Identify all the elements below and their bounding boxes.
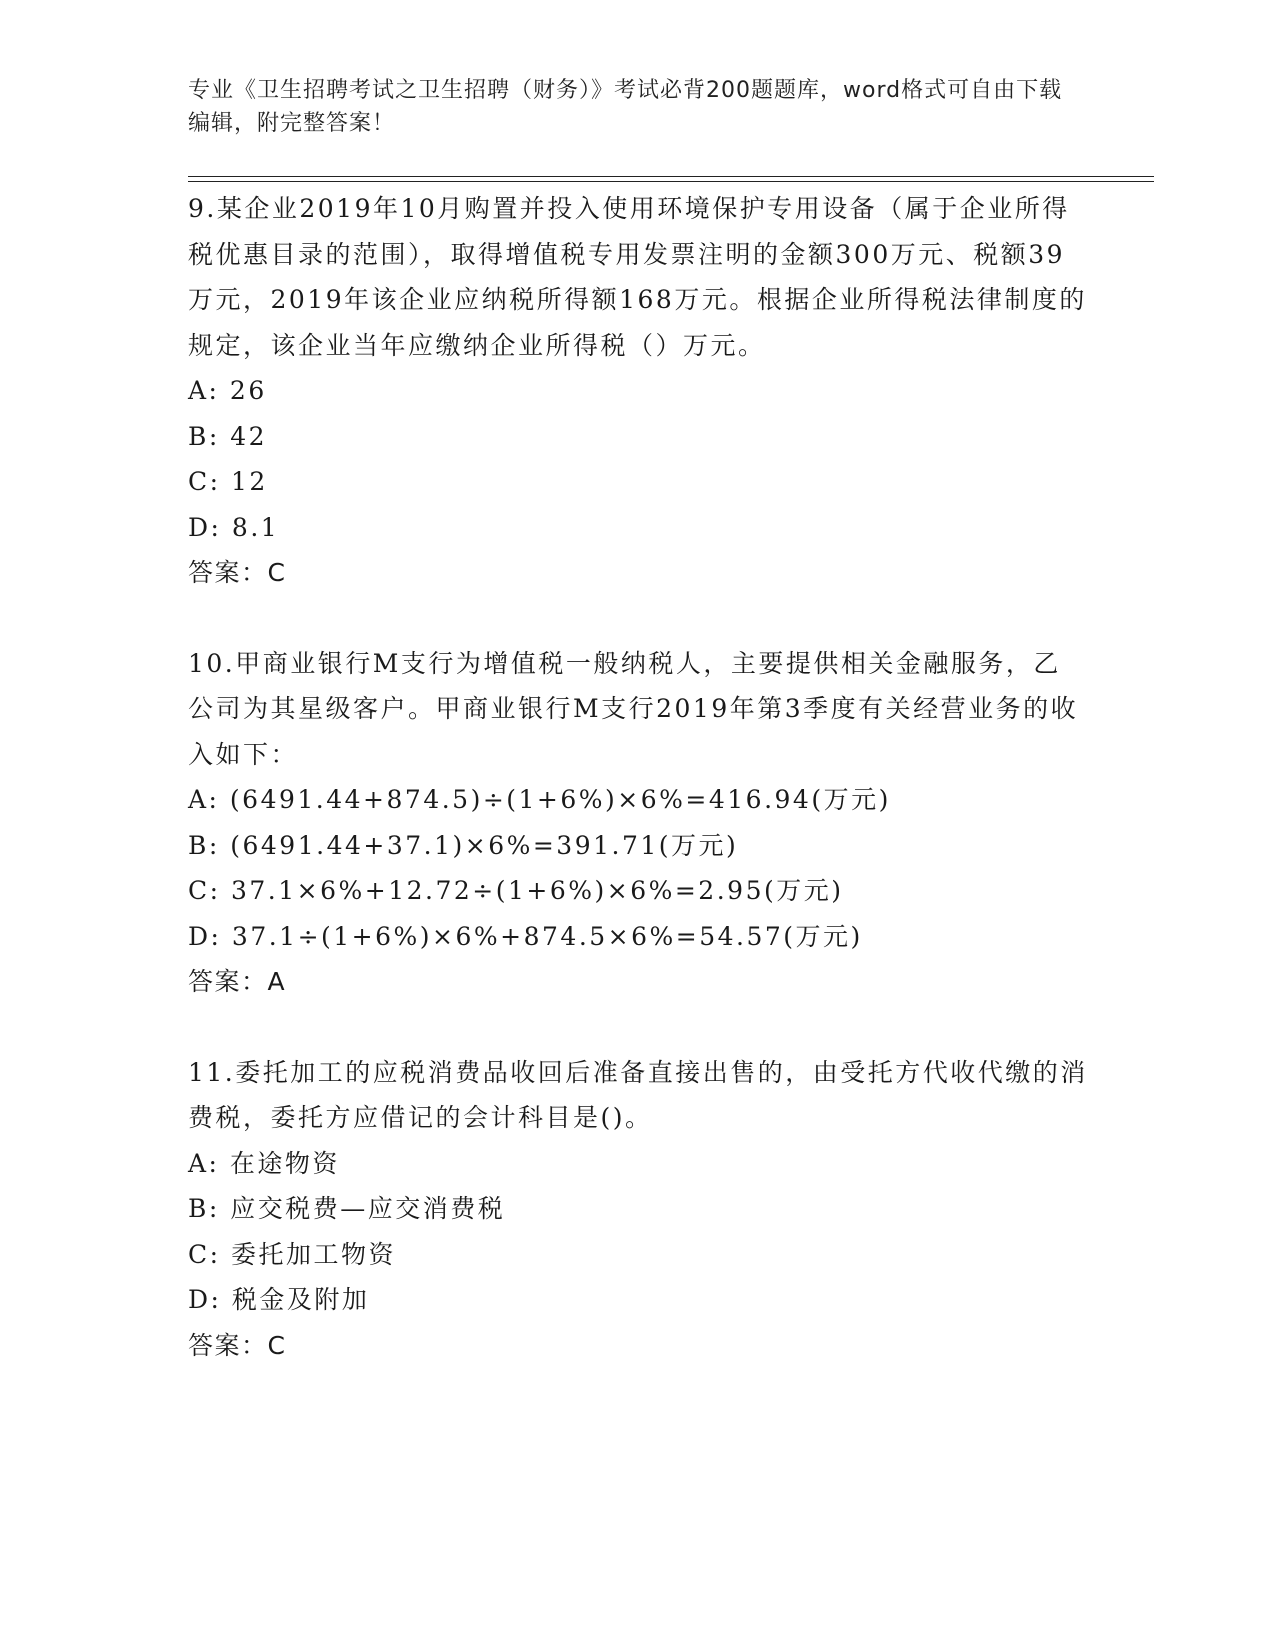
option-c: C: 委托加工物资 (188, 1239, 396, 1269)
option-a: A: (6491.44+874.5)÷(1+6%)×6%=416.94(万元) (188, 785, 891, 814)
question-stem: 9.某企业2019年10月购置并投入使用环境保护专用设备（属于企业所得税优惠目录的范围），取得增值税专用发票注明的金额300万元、税额39万元，2019年该企业应纳税所得额168万元。根据企业所得税法律制度的规定，该企业当年应缴纳企业所得税（）万元。 (188, 194, 1087, 360)
option-c: C: 37.1×6%+12.72÷(1+6%)×6%=2.95(万元) (188, 876, 844, 905)
header-divider-bottom (188, 181, 1154, 182)
answer-label: 答案：C (188, 558, 287, 587)
option-b: B: 应交税费—应交消费税 (188, 1194, 506, 1223)
question-10 (188, 641, 1088, 1005)
option-a: A: 26 (188, 376, 267, 405)
question-stem: 11.委托加工的应税消费品收回后准备直接出售的，由受托方代收代缴的消费税，委托方应借记的会计科目是()。 (188, 1057, 1088, 1132)
answer-label: 答案：C (188, 1330, 287, 1360)
document-header: 专业《卫生招聘考试之卫生招聘（财务）》考试必背200题题库，word格式可自由下载编辑，附完整答案！ (188, 78, 1063, 136)
question-9 (188, 186, 1088, 596)
option-b: B: (6491.44+37.1)×6%=391.71(万元) (188, 830, 739, 860)
question-stem: 10.甲商业银行M支行为增值税一般纳税人，主要提供相关金融服务，乙公司为其星级客户。甲商业银行M支行2019年第3季度有关经营业务的收入如下： (188, 648, 1079, 769)
option-a: A: 在途物资 (188, 1148, 340, 1178)
option-d: D: 37.1÷(1+6%)×6%+874.5×6%=54.57(万元) (188, 921, 863, 951)
question-11 (188, 1050, 1088, 1369)
option-c: C: 12 (188, 467, 268, 496)
header-divider-top (188, 176, 1154, 177)
option-b: B: 42 (188, 421, 268, 451)
question-list (188, 186, 1088, 1413)
option-d: D: 税金及附加 (188, 1285, 370, 1314)
option-d: D: 8.1 (188, 512, 280, 542)
answer-label: 答案：A (188, 967, 287, 996)
